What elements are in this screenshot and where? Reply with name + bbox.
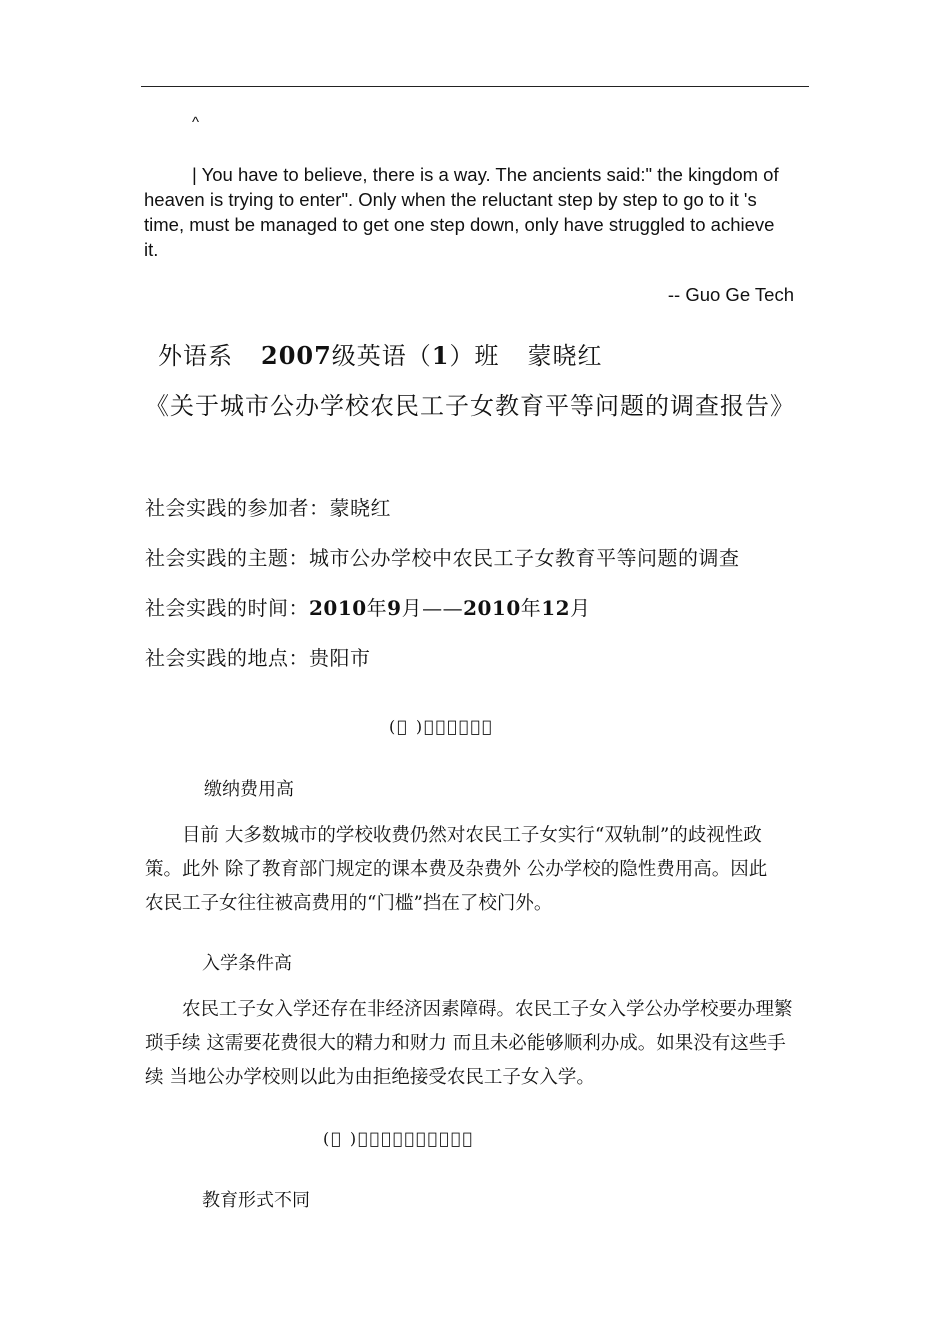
report-title: 《关于城市公办学校农民工子女教育平等问题的调查报告》 (145, 392, 795, 420)
time-unit: 月—— (401, 596, 464, 620)
author-name: 蒙晓红 (527, 342, 603, 370)
class-text-b: ）班 (449, 342, 500, 370)
info-time-label: 社会实践的时间： (145, 596, 309, 620)
paragraph-line: 目前 大多数城市的学校收费仍然对农民工子女实行“双轨制”的歧视性政 (182, 825, 762, 846)
header-rule (141, 86, 809, 87)
time-year-end: 2010 (463, 596, 521, 620)
section-heading-2: (􀀀 )􀀀􀀀􀀀􀀀􀀀􀀀􀀀􀀀􀀀􀀀 (323, 1129, 475, 1148)
time-unit: 年 (520, 596, 542, 620)
paragraph-line: 农民工子女往往被高费用的“门槛”挡在了校门外。 (145, 893, 553, 914)
quote-block (144, 162, 808, 262)
subheading-admission: 入学条件高 (202, 953, 292, 974)
paragraph-fees (145, 819, 807, 921)
time-month-start: 9 (387, 596, 402, 620)
time-unit: 月 (570, 596, 591, 620)
info-time (145, 592, 591, 621)
section-heading-1: (􀀀 )􀀀􀀀􀀀􀀀􀀀􀀀 (389, 717, 494, 736)
caret-mark: ^ (192, 114, 200, 131)
quote-attribution: -- Guo Ge Tech (667, 284, 794, 305)
subheading-fees: 缴纳费用高 (204, 779, 294, 800)
class-year: 2007 (261, 341, 332, 370)
quote-line: it. (144, 239, 159, 260)
quote-line: | You have to believe, there is a way. The ancients said:" the kingdom of (192, 164, 779, 185)
class-number: 1 (431, 341, 450, 370)
quote-line: time, must be managed to get one step down, only have struggled to achieve (144, 214, 775, 235)
paragraph-line: 琐手续 这需要花费很大的精力和财力 而且未必能够顺利办成。如果没有这些手 (145, 1033, 786, 1054)
class-text-a: 级英语（ (331, 342, 432, 370)
quote-line: heaven is trying to enter". Only when the reluctant step by step to go to it 's (144, 189, 757, 210)
paragraph-line: 农民工子女入学还存在非经济因素障碍。农民工子女入学公办学校要办理繁 (182, 999, 793, 1020)
paragraph-line: 续 当地公办学校则以此为由拒绝接受农民工子女入学。 (145, 1067, 595, 1088)
time-unit: 年 (366, 596, 388, 620)
time-month-end: 12 (541, 596, 571, 620)
paragraph-admission (145, 993, 807, 1095)
subheading-education-form: 教育形式不同 (202, 1190, 310, 1211)
author-line (158, 336, 603, 371)
info-participant: 社会实践的参加者：蒙晓红 (145, 496, 391, 520)
paragraph-line: 策。此外 除了教育部门规定的课本费及杂费外 公办学校的隐性费用高。因此 (145, 859, 768, 880)
info-topic: 社会实践的主题：城市公办学校中农民工子女教育平等问题的调查 (145, 546, 740, 570)
info-place: 社会实践的地点：贵阳市 (145, 646, 371, 670)
department: 外语系 (158, 342, 233, 370)
time-year-start: 2010 (309, 596, 367, 620)
